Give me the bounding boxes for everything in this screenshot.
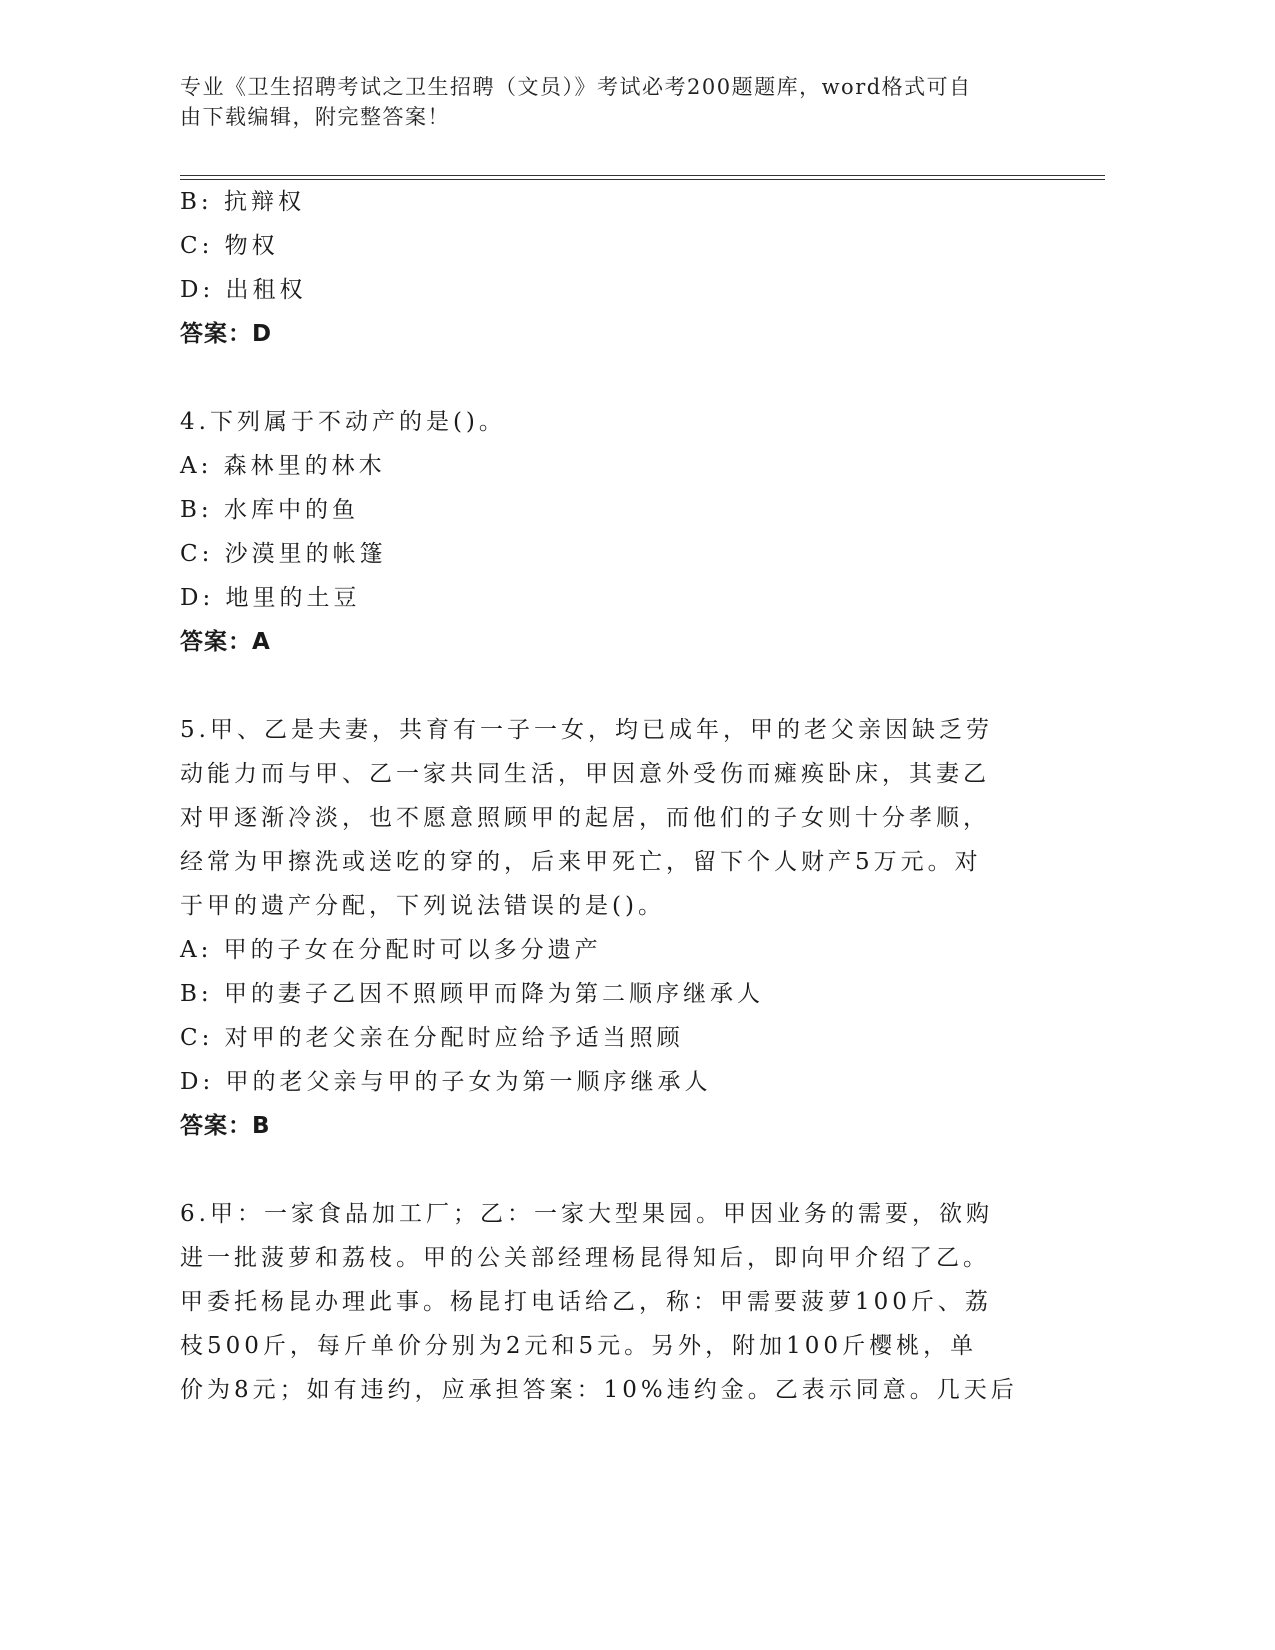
spacer [180, 664, 1040, 708]
question-4 [180, 400, 1040, 664]
q3-option-c: C: 物权 [180, 233, 279, 259]
q4-option-d: D: 地里的土豆 [180, 585, 361, 611]
q5-stem-line: 对甲逐渐冷淡，也不愿意照顾甲的起居，而他们的子女则十分孝顺， [180, 805, 990, 831]
q6-stem-line: 枝500斤，每斤单价分别为2元和5元。另外，附加100斤樱桃，单 [180, 1333, 978, 1359]
question-6 [180, 1192, 1040, 1412]
question-3 [180, 180, 1040, 356]
q5-stem-line: 于甲的遗产分配，下列说法错误的是()。 [180, 893, 665, 919]
q4-stem: 4.下列属于不动产的是()。 [180, 409, 506, 435]
q5-stem-line: 动能力而与甲、乙一家共同生活，甲因意外受伤而瘫痪卧床，其妻乙 [180, 761, 990, 787]
q5-option-b: B: 甲的妻子乙因不照顾甲而降为第二顺序继承人 [180, 981, 764, 1007]
q6-stem-line: 进一批菠萝和荔枝。甲的公关部经理杨昆得知后，即向甲介绍了乙。 [180, 1245, 990, 1271]
spacer [180, 1148, 1040, 1192]
q6-stem-line: 甲委托杨昆办理此事。杨昆打电话给乙，称：甲需要菠萝100斤、荔 [180, 1289, 992, 1315]
q6-stem-line: 6.甲：一家食品加工厂；乙：一家大型果园。甲因业务的需要，欲购 [180, 1201, 993, 1227]
q6-stem [180, 1192, 1040, 1412]
q4-answer: 答案：A [180, 629, 271, 655]
q5-stem [180, 708, 1040, 928]
q4-option-b: B: 水库中的鱼 [180, 497, 359, 523]
q5-option-c: C: 对甲的老父亲在分配时应给予适当照顾 [180, 1025, 684, 1051]
spacer [180, 356, 1040, 400]
q5-stem-line: 5.甲、乙是夫妻，共育有一子一女，均已成年，甲的老父亲因缺乏劳 [180, 717, 993, 743]
q3-option-b: B: 抗辩权 [180, 189, 305, 215]
document-header [180, 72, 1060, 132]
header-line-1: 专业《卫生招聘考试之卫生招聘（文员）》考试必考200题题库，word格式可自 [180, 75, 972, 99]
q5-answer: 答案：B [180, 1113, 271, 1139]
q3-option-d: D: 出租权 [180, 277, 307, 303]
q4-option-a: A: 森林里的林木 [180, 453, 386, 479]
q3-answer: 答案：D [180, 321, 273, 347]
q5-stem-line: 经常为甲擦洗或送吃的穿的，后来甲死亡，留下个人财产5万元。对 [180, 849, 982, 875]
q5-option-a: A: 甲的子女在分配时可以多分遗产 [180, 937, 602, 963]
header-divider-top [180, 175, 1105, 176]
q5-option-d: D: 甲的老父亲与甲的子女为第一顺序继承人 [180, 1069, 712, 1095]
document-body [180, 180, 1040, 1412]
q6-stem-line: 价为8元；如有违约，应承担答案：10%违约金。乙表示同意。几天后 [180, 1377, 1018, 1403]
q4-option-c: C: 沙漠里的帐篷 [180, 541, 387, 567]
header-line-2: 由下载编辑，附完整答案！ [180, 105, 450, 129]
question-5 [180, 708, 1040, 1148]
